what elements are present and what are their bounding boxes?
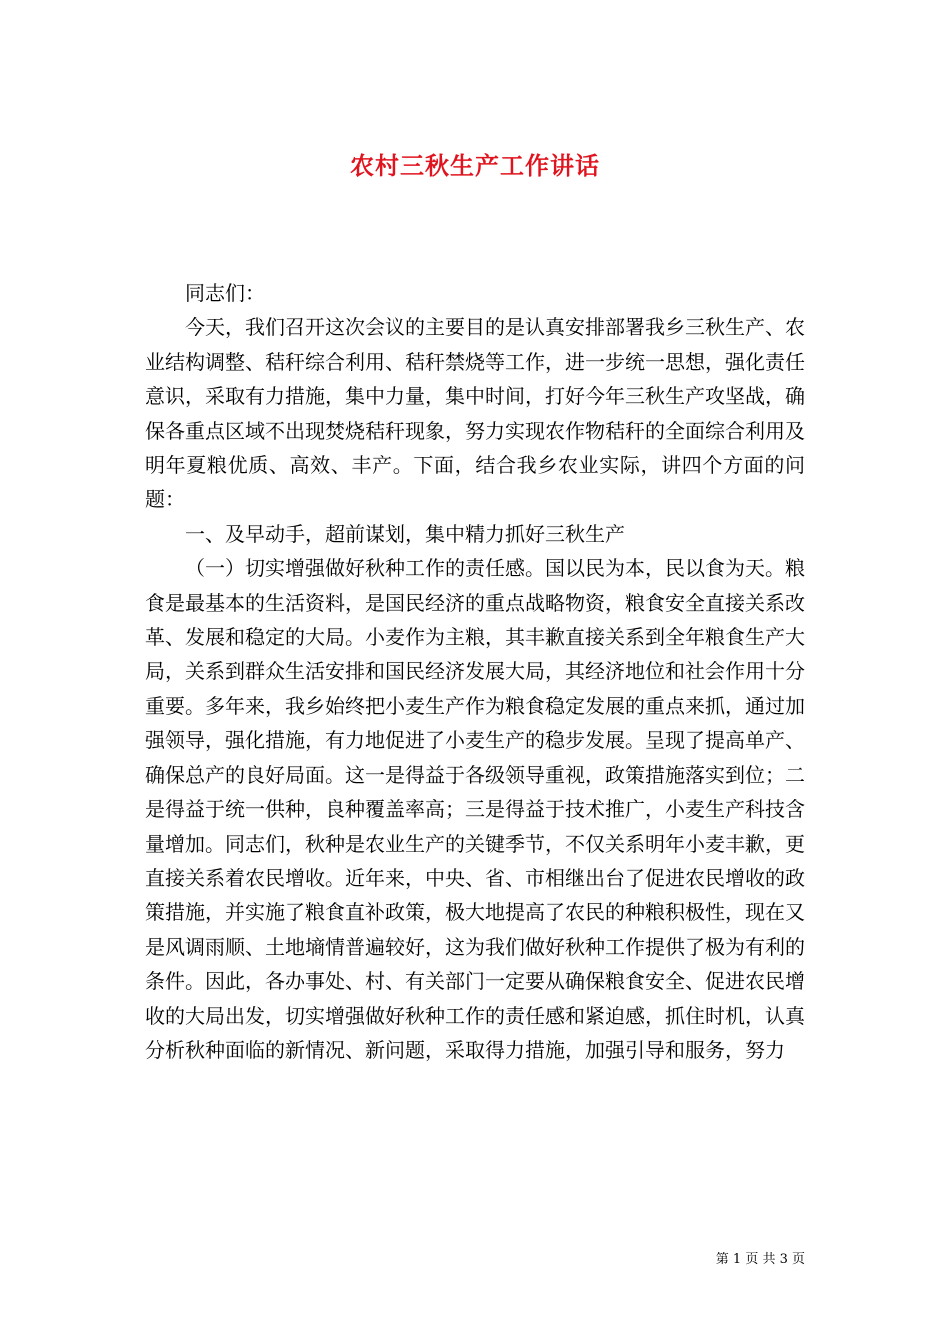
page-number-footer: 第 1 页 共 3 页 <box>715 1252 805 1267</box>
document-body <box>145 276 805 1067</box>
document-title: 农村三秋生产工作讲话 <box>350 151 600 181</box>
paragraph-section-1-1: （一）切实增强做好秋种工作的责任感。国以民为本，民以食为天。粮食是最基本的生活资料，是国民经济的重点战略物资，粮食安全直接关系改革、发展和稳定的大局。小麦作为主粮，其丰歉直接关系到全年粮食生产大局，关系到群众生活安排和国民经济发展大局，其经济地位和社会作用十分重要。多年来，我乡始终把小麦生产作为粮食稳定发展的重点来抓，通过加强领导，强化措施，有力地促进了小麦生产的稳步发展。呈现了提高单产、确保总产的良好局面。这一是得益于各级领导重视，政策措施落实到位；二是得益于统一供种，良种覆盖率高；三是得益于技术推广，小麦生产科技含量增加。同志们，秋种是农业生产的关键季节，不仅关系明年小麦丰歉，更直接关系着农民增收。近年来，中央、省、市相继出台了促进农民增收的政策措施，并实施了粮食直补政策，极大地提高了农民的种粮积极性，现在又是风调雨顺、土地墒情普遍较好，这为我们做好秋种工作提供了极为有利的条件。因此，各办事处、村、有关部门一定要从确保粮食安全、促进农民增收的大局出发，切实增强做好秋种工作的责任感和紧迫感，抓住时机，认真分析秋种面临的新情况、新问题，采取得力措施，加强引导和服务，努力 <box>145 556 805 1062</box>
section-heading-1: 一、及早动手，超前谋划，集中精力抓好三秋生产 <box>185 521 625 546</box>
paragraph-intro: 今天，我们召开这次会议的主要目的是认真安排部署我乡三秋生产、农业结构调整、秸秆综合利用、秸秆禁烧等工作，进一步统一思想，强化责任意识，采取有力措施，集中力量，集中时间，打好今年三秋生产攻坚战，确保各重点区域不出现焚烧秸秆现象，努力实现农作物秸秆的全面综合利用及明年夏粮优质、高效、丰产。下面，结合我乡农业实际，讲四个方面的问题： <box>145 315 805 512</box>
salutation: 同志们： <box>185 281 265 305</box>
